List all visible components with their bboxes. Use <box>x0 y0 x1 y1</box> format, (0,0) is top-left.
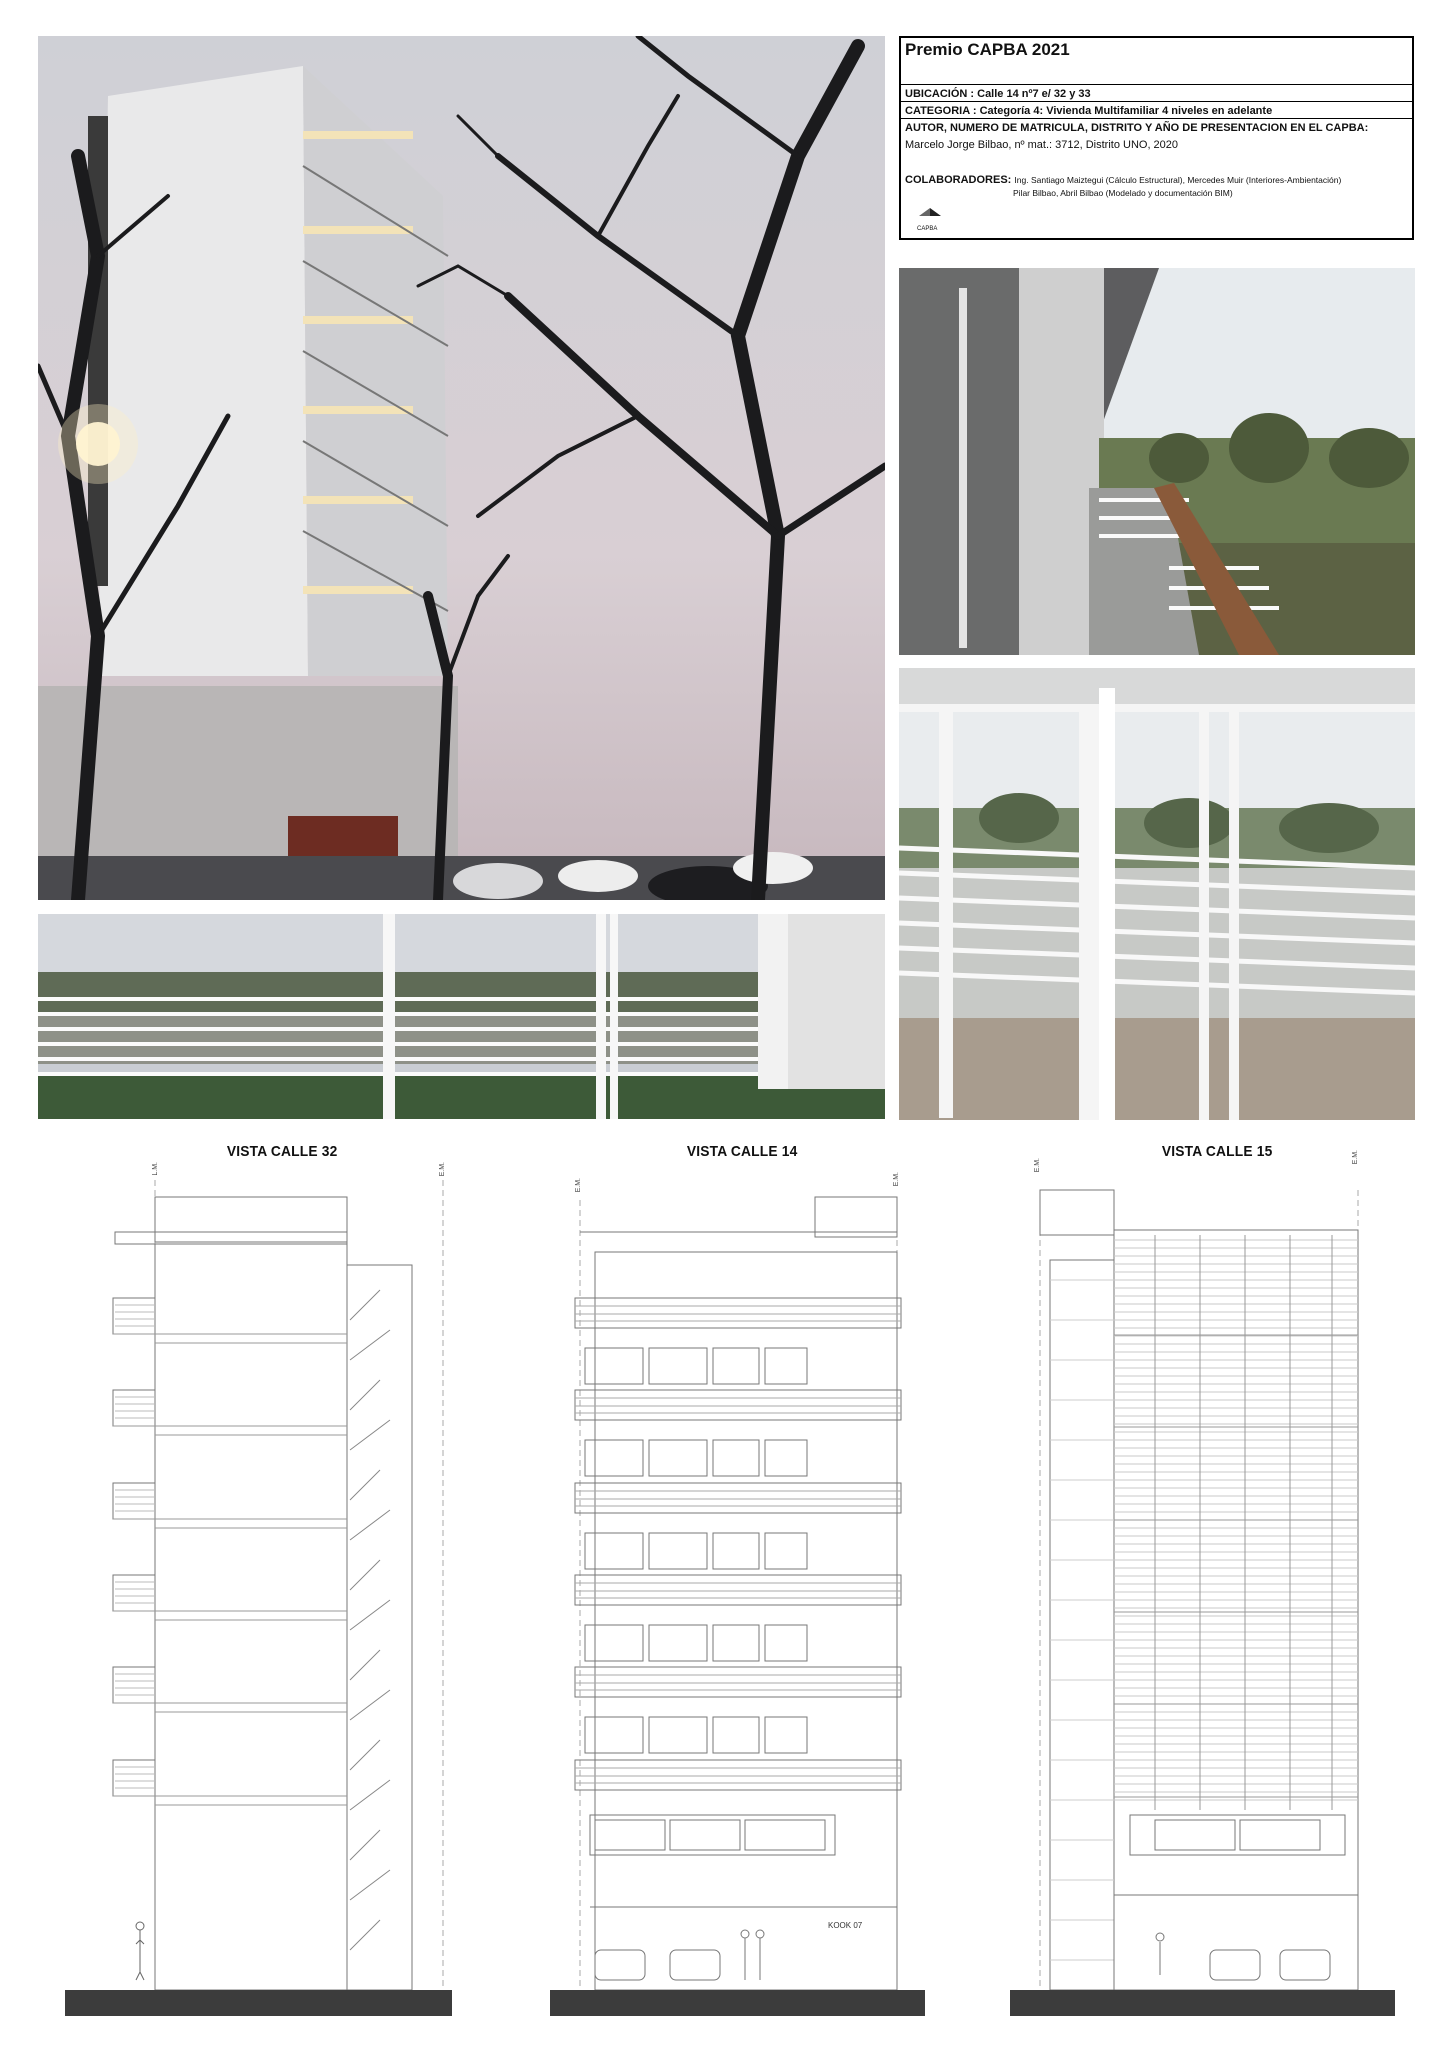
categoria-value: Categoría 4: Vivienda Multifamiliar 4 niveles en adelante <box>979 105 1273 117</box>
capba-logo <box>915 206 945 236</box>
photo-rooftop-panorama <box>38 914 885 1119</box>
mark-em-right-calle-14: E.M. <box>893 1172 900 1187</box>
elevation-title-calle-15: VISTA CALLE 15 <box>1161 1143 1273 1160</box>
elevation-drawing-calle-14 <box>545 1180 925 2020</box>
capba-logo-icon <box>915 206 945 224</box>
ubicacion-value: Calle 14 nº7 e/ 32 y 33 <box>977 88 1091 100</box>
elevation-drawing-calle-32 <box>60 1180 460 2020</box>
ubicacion-label: UBICACIÓN : <box>905 88 975 100</box>
building-sign-kook: KOOK 07 <box>828 1921 863 1930</box>
categoria-label: CATEGORIA : <box>905 105 977 117</box>
elevation-title-calle-14: VISTA CALLE 14 <box>686 1143 798 1160</box>
colaboradores-label: COLABORADORES: <box>905 174 1012 186</box>
colaboradores-line-2: Pilar Bilbao, Abril Bilbao (Modelado y documentación BIM) <box>1013 188 1233 198</box>
capba-logo-text: CAPBA <box>917 226 938 232</box>
photo-building-exterior-dusk <box>38 36 885 900</box>
autor-value: Marcelo Jorge Bilbao, nº mat.: 3712, Distrito UNO, 2020 <box>905 139 1179 151</box>
autor-label: AUTOR, NUMERO DE MATRICULA, DISTRITO Y AÑO DE PRESENTACION EN EL CAPBA: <box>905 122 1369 134</box>
award-title: Premio CAPBA 2021 <box>905 40 1070 59</box>
mark-lm-calle-32: L.M. <box>152 1162 159 1176</box>
mark-em-right-calle-15: E.M. <box>1352 1150 1359 1165</box>
colaboradores-line-1: Ing. Santiago Maiztegui (Cálculo Estructural), Mercedes Muir (Interiores-Ambientación) <box>1014 175 1342 185</box>
photo-balcony-corner <box>899 268 1415 655</box>
project-info-box <box>899 36 1414 240</box>
elevation-drawing-calle-15 <box>1010 1180 1395 2020</box>
mark-em-right-calle-32: E.M. <box>439 1162 446 1177</box>
photo-interior-glass-doors <box>899 668 1415 1120</box>
mark-em-left-calle-14: E.M. <box>575 1178 582 1193</box>
mark-em-left-calle-15: E.M. <box>1034 1158 1041 1173</box>
elevation-title-calle-32: VISTA CALLE 32 <box>226 1143 338 1160</box>
